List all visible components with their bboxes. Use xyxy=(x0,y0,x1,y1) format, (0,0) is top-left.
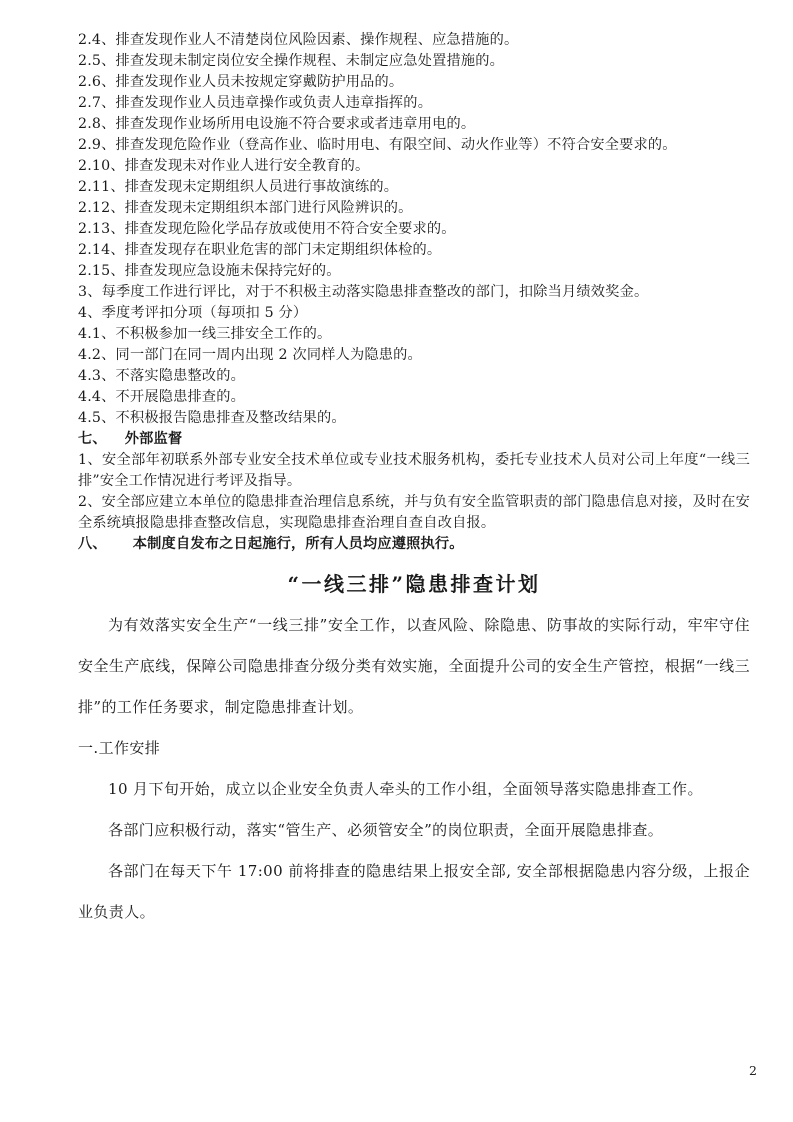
clause-item: 2.13、排查发现危险化学品存放或使用不符合安全要求的。 xyxy=(78,221,456,237)
clause-item: 4.2、同一部门在同一周内出现 2 次同样人为隐患的。 xyxy=(78,347,422,363)
clause-item: 2.4、排查发现作业人不清楚岗位风险因素、操作规程、应急措施的。 xyxy=(78,32,519,48)
clause-item: 4.4、不开展隐患排查的。 xyxy=(78,389,246,405)
clause-item: 2.11、排查发现未定期组织人员进行事故演练的。 xyxy=(78,179,399,195)
section-seven-heading xyxy=(78,429,750,450)
clause-item: 2.10、排查发现未对作业人进行安全教育的。 xyxy=(78,158,370,174)
clause-item: 4.1、不积极参加一线三排安全工作的。 xyxy=(78,326,332,342)
clause-item: 4.5、不积极报告隐患排查及整改结果的。 xyxy=(78,410,346,426)
section-eight-text: 本制度自发布之日起施行，所有人员均应遵照执行。 xyxy=(132,536,464,552)
clause-item: 2.12、排查发现未定期组织本部门进行风险辨识的。 xyxy=(78,200,413,216)
clause-item: 2.9、排查发现危险作业（登高作业、临时用电、有限空间、动火作业等）不符合安全要求的。 xyxy=(78,137,677,153)
section-seven-number: 七、 xyxy=(78,431,107,447)
clause-item: 2.14、排查发现存在职业危害的部门未定期组织体检的。 xyxy=(78,242,442,258)
plan-paragraph: 各部门应积极行动，落实“管生产、必须管安全”的岗位职责，全面开展隐患排查。 xyxy=(108,821,664,839)
clause-item: 4.3、不落实隐患整改的。 xyxy=(78,368,246,384)
plan-intro-paragraph: 为有效落实安全生产“一线三排”安全工作，以查风险、除隐患、防事故的实际行动，牢牢守住安全生产底线，保障公司隐患排查分级分类有效实施，全面提升公司的安全生产管控，根据“一线三排”的工作任务要求，制定隐患排查计划。 xyxy=(78,616,750,716)
clause-item: 2.15、排查发现应急设施未保持完好的。 xyxy=(78,263,341,279)
section-seven-title: 外部监督 xyxy=(124,431,183,447)
clause-item: 2.7、排查发现作业人员违章操作或负责人违章指挥的。 xyxy=(78,95,433,111)
section-eight-heading xyxy=(78,534,750,555)
plan-paragraph: 10 月下旬开始，成立以企业安全负责人牵头的工作小组，全面领导落实隐患排查工作。 xyxy=(108,780,703,798)
section-eight-number: 八、 xyxy=(78,536,107,552)
clause-item: 2.5、排查发现未制定岗位安全操作规程、未制定应急处置措施的。 xyxy=(78,53,505,69)
page-number: 2 xyxy=(749,1063,757,1078)
section-seven-item: 2、安全部应建立本单位的隐患排查治理信息系统，并与负有安全监管职责的部门隐患信息对接，及时在安全系统填报隐患排查整改信息，实现隐患排查治理自查自改自报。 xyxy=(78,494,750,531)
clause-item: 3、每季度工作进行评比，对于不积极主动落实隐患排查整改的部门，扣除当月绩效奖金。 xyxy=(78,284,649,300)
plan-section-one-heading: 一.工作安排 xyxy=(78,739,161,757)
clause-item: 2.8、排查发现作业场所用电设施不符合要求或者违章用电的。 xyxy=(78,116,476,132)
section-seven-item: 1、安全部年初联系外部专业安全技术单位或专业技术服务机构，委托专业技术人员对公司上年度“一线三排”安全工作情况进行考评及指导。 xyxy=(78,452,750,489)
plan-title: “一线三排”隐患排查计划 xyxy=(287,572,541,596)
clause-item: 4、季度考评扣分项（每项扣 5 分） xyxy=(78,305,308,321)
clause-item: 2.6、排查发现作业人员未按规定穿戴防护用品的。 xyxy=(78,74,404,90)
page-content xyxy=(78,30,750,933)
plan-paragraph: 各部门在每天下午 17:00 前将排查的隐患结果上报安全部, 安全部根据隐患内容分级，上报企业负责人。 xyxy=(78,862,750,921)
clause-list-top xyxy=(78,30,750,429)
